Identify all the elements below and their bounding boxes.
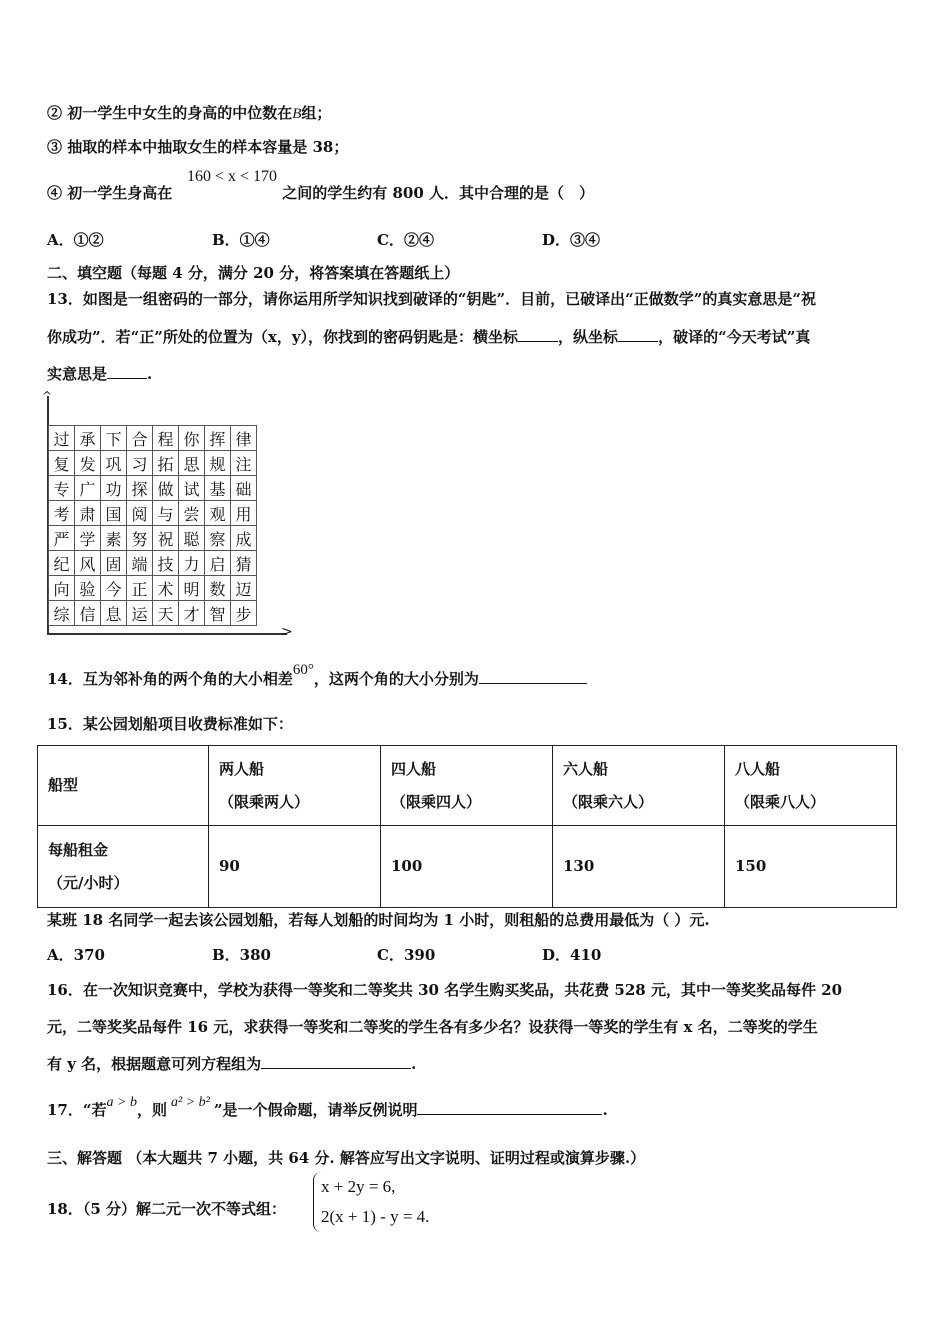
grid-cell: 信 [75,601,101,626]
grid-cell: 功 [101,476,127,501]
grid-cell: 做 [153,476,179,501]
price-4: 100 [381,826,553,908]
q13-line1: 13．如图是一组密码的一部分，请你运用所学知识找到破译的“钥匙”．目前，已破译出“正做数学”的真实意思是“祝 [47,290,817,308]
grid-cell: 端 [127,551,153,576]
q17: 17．“若a > b，则 a² > b² ”是一个假命题，请举反例说明 . [47,1095,608,1119]
price-6: 130 [553,826,725,908]
grid-cell: 程 [153,426,179,451]
boat-6: 六人船 （限乘六人） [553,746,725,826]
boat-4: 四人船 （限乘四人） [381,746,553,826]
q15-option-d: D．410 [542,946,602,964]
cipher-grid [48,425,257,626]
grid-cell: 学 [75,526,101,551]
grid-cell: 合 [127,426,153,451]
q15-question: 某班 18 名同学一起去该公园划船，若每人划船的时间均为 1 小时，则租船的总费用最低为（ ）元. [47,911,710,929]
grid-cell: 律 [231,426,257,451]
grid-cell: 力 [179,551,205,576]
section-3-heading: 三、解答题 （本大题共 7 小题，共 64 分. 解答应写出文字说明、证明过程或演算步骤.） [47,1149,646,1167]
q13-line2: 你成功”．若“正”所处的位置为（x，y），你找到的密码钥匙是：横坐标 ，纵坐标 ，破译的“今天考试”真 [47,328,811,346]
price-row [38,826,897,908]
grid-cell: 规 [205,451,231,476]
grid-cell: 肃 [75,501,101,526]
grid-cell: 发 [75,451,101,476]
grid-cell: 下 [101,426,127,451]
grid-cell: 国 [101,501,127,526]
q15-option-a: A．370 [47,946,105,964]
grid-cell: 尝 [179,501,205,526]
grid-cell: 才 [179,601,205,626]
q14: 14．互为邻补角的两个角的大小相差60°，这两个角的大小分别为 [47,668,587,689]
grid-cell: 猜 [231,551,257,576]
grid-cell: 聪 [179,526,205,551]
section-2-heading: 二、填空题（每题 4 分，满分 20 分，将答案填在答题纸上） [47,264,460,282]
grid-row [49,526,257,551]
grid-cell: 习 [127,451,153,476]
grid-cell: 考 [49,501,75,526]
grid-cell: 观 [205,501,231,526]
price-header: 每船租金 （元/小时） [38,826,209,908]
grid-cell: 向 [49,576,75,601]
grid-cell: 运 [127,601,153,626]
grid-row [49,451,257,476]
option-a: A．①② [47,231,104,249]
q16-line1: 16．在一次知识竞赛中，学校为获得一等奖和二等奖共 30 名学生购买奖品，共花费 528 元，其中一等奖奖品每件 20 [47,981,843,999]
boat-2: 两人船 （限乘两人） [209,746,381,826]
grid-cell: 步 [231,601,257,626]
grid-row [49,501,257,526]
price-8: 150 [725,826,897,908]
q15-intro: 15．某公园划船项目收费标准如下： [47,715,293,733]
q15-option-c: C．390 [377,946,436,964]
x-axis [47,633,287,635]
statement-3: ③ 抽取的样本中抽取女生的样本容量是 38； [47,138,349,156]
grid-cell: 祝 [153,526,179,551]
boat-type-header: 船型 [38,746,209,826]
grid-cell: 专 [49,476,75,501]
grid-cell: 巩 [101,451,127,476]
x-axis-arrow-icon: > [281,624,293,640]
grid-cell: 与 [153,501,179,526]
grid-cell: 注 [231,451,257,476]
option-c: C．②④ [377,231,434,249]
grid-cell: 挥 [205,426,231,451]
grid-cell: 素 [101,526,127,551]
grid-row [49,551,257,576]
grid-cell: 基 [205,476,231,501]
equation-system: x + 2y = 6, 2(x + 1) - y = 4. [313,1172,429,1232]
grid-cell: 天 [153,601,179,626]
grid-cell: 察 [205,526,231,551]
grid-cell: 今 [101,576,127,601]
option-b: B．①④ [212,231,270,249]
boat-type-row [38,746,897,826]
grid-cell: 过 [49,426,75,451]
grid-cell: 复 [49,451,75,476]
grid-cell: 综 [49,601,75,626]
grid-cell: 试 [179,476,205,501]
grid-cell: 成 [231,526,257,551]
grid-cell: 迈 [231,576,257,601]
q13-line3: 实意思是 . [47,365,153,383]
q16-line2: 元，二等奖奖品每件 16 元，求获得一等奖和二等奖的学生各有多少名？设获得一等奖的学生有 x 名，二等奖的学生 [47,1018,818,1036]
boat-8: 八人船 （限乘八人） [725,746,897,826]
fee-table [37,745,897,908]
height-range-math: 160 < x < 170 [187,168,278,185]
q18: 18．（5 分）解二元一次不等式组： [47,1200,287,1218]
grid-cell: 承 [75,426,101,451]
grid-cell: 你 [179,426,205,451]
grid-cell: 探 [127,476,153,501]
grid-row [49,426,257,451]
grid-cell: 数 [205,576,231,601]
grid-cell: 明 [179,576,205,601]
grid-cell: 思 [179,451,205,476]
grid-row [49,476,257,501]
grid-cell: 努 [127,526,153,551]
grid-cell: 拓 [153,451,179,476]
grid-cell: 智 [205,601,231,626]
grid-cell: 础 [231,476,257,501]
price-2: 90 [209,826,381,908]
grid-row [49,601,257,626]
grid-cell: 启 [205,551,231,576]
grid-cell: 纪 [49,551,75,576]
q16-line3: 有 y 名，根据题意可列方程组为 . [47,1055,417,1073]
grid-cell: 广 [75,476,101,501]
grid-cell: 正 [127,576,153,601]
grid-cell: 技 [153,551,179,576]
grid-cell: 严 [49,526,75,551]
grid-cell: 风 [75,551,101,576]
grid-cell: 验 [75,576,101,601]
grid-cell: 术 [153,576,179,601]
statement-2: ② 初一学生中女生的身高的中位数在B组； [47,104,332,122]
option-d: D．③④ [542,231,601,249]
grid-cell: 息 [101,601,127,626]
grid-row [49,576,257,601]
grid-cell: 用 [231,501,257,526]
grid-cell: 固 [101,551,127,576]
statement-4: ④ 初一学生身高在 之间的学生约有 800 人．其中合理的是（ ） [47,184,594,202]
grid-cell: 阅 [127,501,153,526]
q15-option-b: B．380 [212,946,271,964]
y-axis-arrow-icon: ^ [42,389,53,403]
